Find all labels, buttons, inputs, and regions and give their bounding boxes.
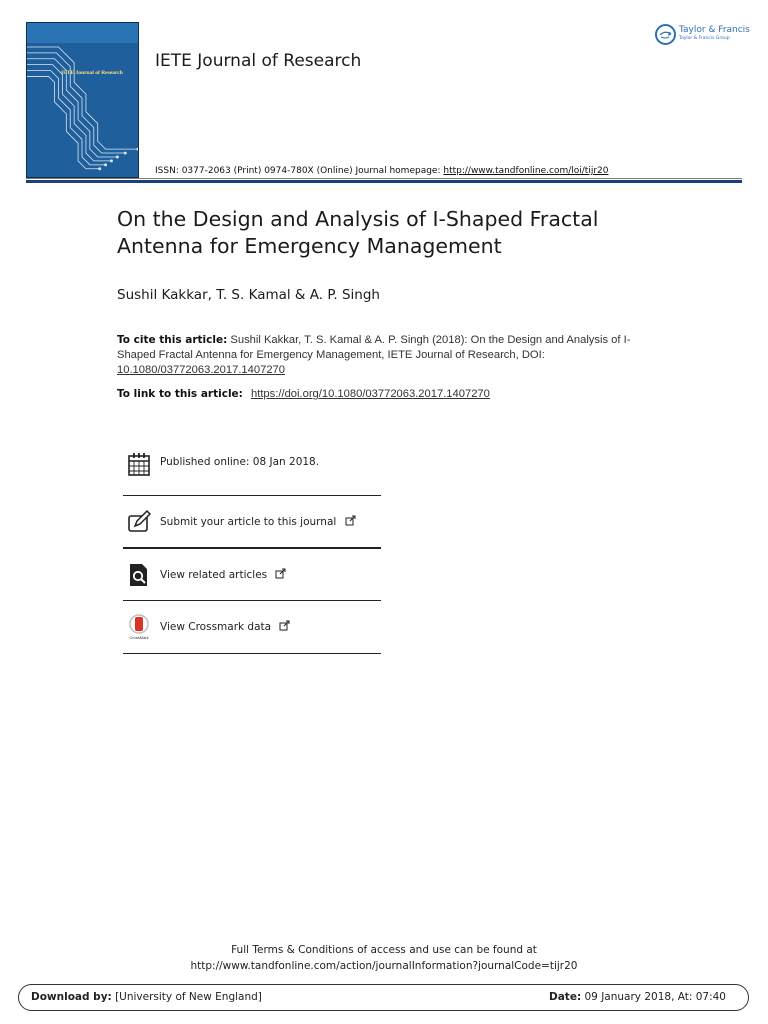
header-divider-thin	[26, 178, 742, 179]
publisher-logo[interactable]	[653, 22, 750, 46]
terms-notice	[0, 942, 768, 974]
action-divider	[123, 653, 381, 654]
crossmark-icon-text: CrossMark	[129, 635, 149, 640]
journal-cover-image	[26, 22, 139, 178]
submit-article-item[interactable]	[123, 495, 381, 547]
citation-block	[117, 333, 647, 378]
download-info-bar	[18, 984, 749, 1011]
document-search-icon	[127, 562, 151, 588]
external-link-icon	[345, 515, 356, 526]
publisher-subname: Taylor & Francis Group	[679, 36, 730, 41]
published-online-item	[123, 437, 381, 489]
publisher-name: Taylor & Francis	[679, 25, 750, 35]
crossmark-icon	[127, 614, 151, 640]
edit-icon	[127, 509, 151, 535]
cite-label: To cite this article:	[117, 334, 228, 346]
external-link-icon	[279, 620, 290, 631]
article-authors: Sushil Kakkar, T. S. Kamal & A. P. Singh	[117, 287, 380, 303]
article-title-line1: On the Design and Analysis of I-Shaped Fractal	[117, 207, 599, 231]
download-date	[549, 991, 726, 1003]
crossmark-item[interactable]	[123, 600, 381, 652]
related-articles-item[interactable]	[123, 548, 381, 600]
journal-homepage-link[interactable]: http://www.tandfonline.com/loi/tijr20	[443, 166, 609, 176]
link-label: To link to this article:	[117, 388, 243, 400]
article-doi-link[interactable]: https://doi.org/10.1080/03772063.2017.1407270	[250, 388, 490, 400]
issn-line	[155, 166, 608, 176]
crossmark-label: View Crossmark data	[160, 621, 272, 633]
publisher-logo-icon	[655, 24, 676, 45]
journal-title: IETE Journal of Research	[155, 51, 362, 71]
issn-text: ISSN: 0377-2063 (Print) 0974-780X (Online) Journal homepage:	[155, 166, 441, 176]
header-divider-thick	[26, 180, 742, 183]
terms-url[interactable]: http://www.tandfonline.com/action/journalInformation?journalCode=tijr20	[190, 960, 578, 972]
article-title-line2: Antenna for Emergency Management	[117, 234, 502, 258]
external-link-icon	[275, 568, 286, 579]
download-by-label: Download by:	[31, 991, 112, 1003]
article-link-line	[117, 388, 490, 400]
cite-text: Sushil Kakkar, T. S. Kamal & A. P. Singh (2018): On the Design and Analysis of I-Shaped Fractal Antenna for Emergency Management, IETE Journal of Research, DOI:	[117, 334, 631, 361]
cover-graphic	[27, 23, 138, 177]
download-by	[31, 991, 262, 1003]
cover-title-text: IETE Journal of Research	[61, 70, 123, 76]
calendar-icon	[127, 451, 151, 477]
published-online-text: Published online: 08 Jan 2018.	[160, 456, 320, 468]
related-articles-label: View related articles	[160, 569, 268, 581]
submit-article-label: Submit your article to this journal	[160, 516, 337, 528]
download-date-value: 09 January 2018, At: 07:40	[584, 991, 726, 1003]
article-title	[117, 206, 677, 260]
crossmark-link[interactable]	[160, 620, 290, 633]
terms-line1: Full Terms & Conditions of access and use can be found at	[231, 944, 537, 956]
related-articles-link[interactable]	[160, 568, 286, 581]
download-date-label: Date:	[549, 991, 582, 1003]
submit-article-link[interactable]	[160, 515, 356, 528]
download-by-value: [University of New England]	[115, 991, 262, 1003]
cite-doi-link[interactable]: 10.1080/03772063.2017.1407270	[117, 364, 285, 376]
